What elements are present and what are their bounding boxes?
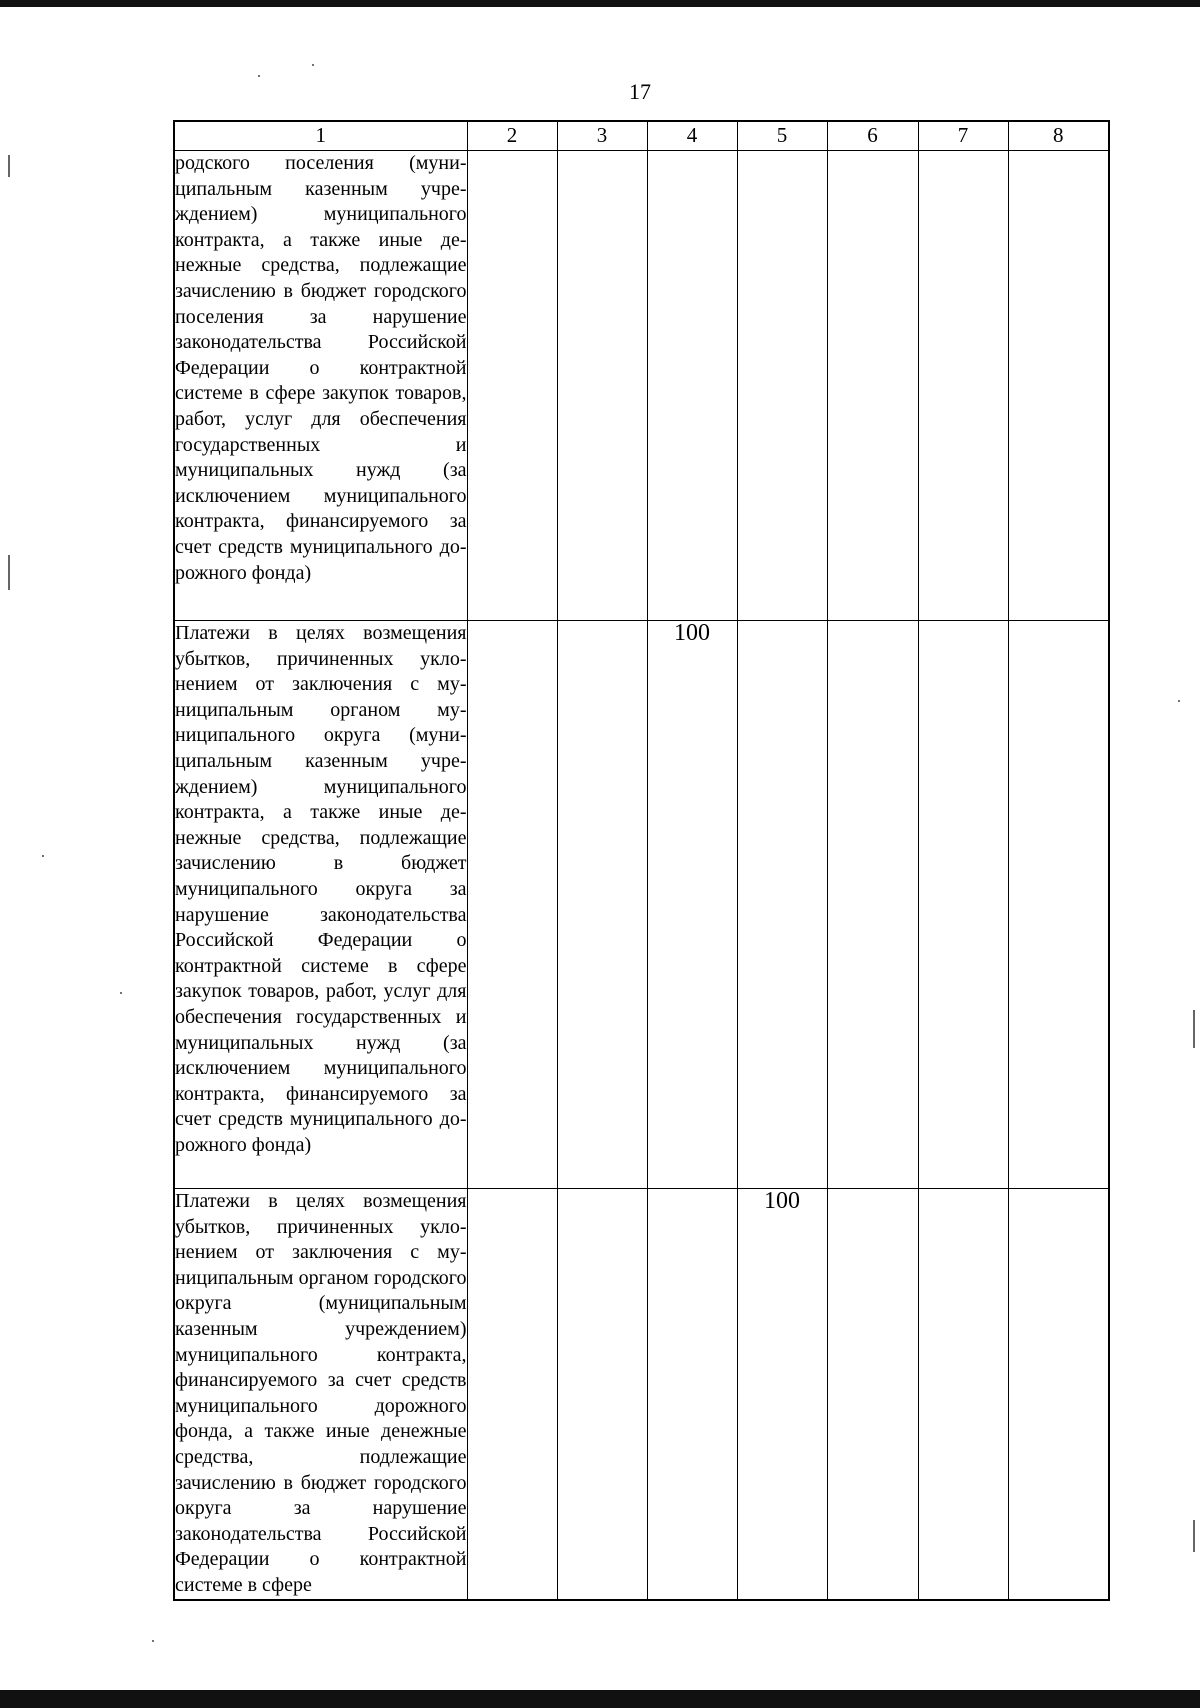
column-header: 3	[557, 121, 647, 151]
row-value	[557, 151, 647, 621]
scan-top-edge	[0, 0, 1200, 7]
scan-bottom-edge	[0, 1690, 1200, 1708]
column-header: 2	[467, 121, 557, 151]
table-row	[174, 1189, 1109, 1600]
scan-speck	[152, 1640, 154, 1642]
row-description: Платежи в целях возмещения убытков, причиненных уклонением от заключения с муниципальным органом городского округа (муниципальным казенным учреждением) муниципального контракта, финансируемого за счет средств муниципального дорожного фонда, а также иные денежные средства, подлежащие зачислению в бюджет городского округа за нарушение законодательства Российской Федерации о контрактной системе в сфере	[174, 1189, 467, 1600]
row-value	[827, 151, 918, 621]
row-value	[467, 621, 557, 1189]
scan-speck	[42, 855, 44, 857]
left-edge-mark	[8, 555, 10, 590]
row-value	[1008, 151, 1109, 621]
row-value	[827, 1189, 918, 1600]
row-value: 100	[647, 621, 737, 1189]
row-value	[467, 1189, 557, 1600]
row-value	[918, 151, 1008, 621]
page-number: 17	[629, 79, 651, 104]
row-value	[918, 621, 1008, 1189]
column-header: 6	[827, 121, 918, 151]
row-value	[737, 621, 827, 1189]
row-value	[1008, 1189, 1109, 1600]
row-description: Платежи в целях возмещения убытков, причиненных уклонением от заключения с муниципальным органом муниципального округа (муниципальным казенным учреждением) муниципального контракта, а также иные денежные средства, подлежащие зачислению в бюджет муниципального округа за нарушение законодательства Российской Федерации о контрактной системе в сфере закупок товаров, работ, услуг для обеспечения государственных и муниципальных нужд (за исключением муниципального контракта, финансируемого за счет средств муниципального дорожного фонда)	[174, 621, 467, 1189]
column-header: 4	[647, 121, 737, 151]
row-value	[557, 621, 647, 1189]
row-value	[737, 151, 827, 621]
budget-classification-table	[173, 120, 1110, 1601]
row-value	[827, 621, 918, 1189]
scan-speck	[312, 64, 314, 66]
row-value	[1008, 621, 1109, 1189]
scan-speck	[120, 992, 122, 994]
row-value	[918, 1189, 1008, 1600]
right-edge-mark	[1193, 1520, 1195, 1552]
left-edge-mark	[8, 155, 10, 177]
column-header: 5	[737, 121, 827, 151]
table-header-row	[174, 121, 1109, 151]
column-header: 1	[174, 121, 467, 151]
row-description: родского поселения (муниципальным казенным учреждением) муниципального контракта, а также иные денежные средства, подлежащие зачислению в бюджет городского поселения за нарушение законодательства Российской Федерации о контрактной системе в сфере закупок товаров, работ, услуг для обеспечения государственных и муниципальных нужд (за исключением муниципального контракта, финансируемого за счет средств муниципального дорожного фонда)	[174, 151, 467, 621]
row-value	[467, 151, 557, 621]
row-value	[647, 151, 737, 621]
row-value	[647, 1189, 737, 1600]
right-edge-mark	[1193, 1010, 1195, 1048]
column-header: 7	[918, 121, 1008, 151]
table-row	[174, 621, 1109, 1189]
scan-speck	[1178, 700, 1180, 702]
row-value	[557, 1189, 647, 1600]
column-header: 8	[1008, 121, 1109, 151]
row-value: 100	[737, 1189, 827, 1600]
scan-speck	[258, 75, 260, 77]
table-row	[174, 151, 1109, 621]
